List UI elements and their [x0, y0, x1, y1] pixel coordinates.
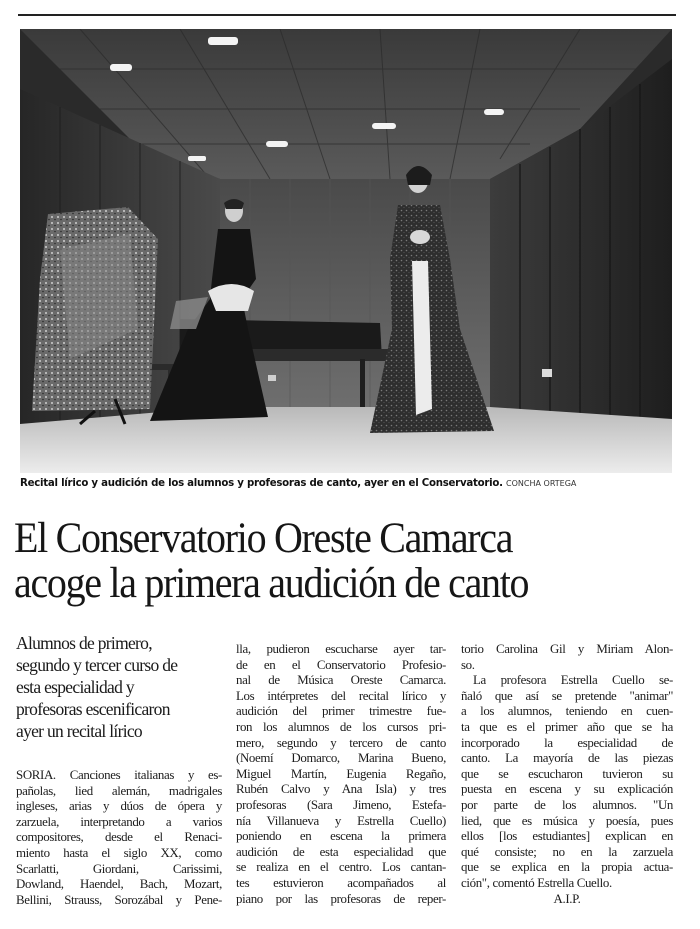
body-line: piano por las profesoras de reper- [236, 891, 446, 906]
body-line: ellos [los estudiantes] explican en [461, 829, 673, 844]
body-line: que se explica en la propia actua- [461, 860, 673, 875]
body-line: tes estuvieron acompañados al [236, 875, 446, 890]
headline-line-1: El Conservatorio Oreste Camarca [14, 515, 513, 562]
body-line: miento hasta el siglo XX, como [16, 845, 222, 860]
body-line: de en el Conservatorio Profesio- [236, 657, 446, 672]
news-photo [20, 29, 672, 473]
body-line: Bellini, Strauss, Sorozábal y Pene- [16, 892, 222, 907]
body-line: nal de Música Oreste Camarca. [236, 673, 446, 688]
body-line: audición de esta especialidad que [236, 844, 446, 859]
body-line: lla, pudieron escucharse ayer tar- [236, 642, 446, 656]
body-line: audición del primer trimestre fue- [236, 704, 446, 719]
top-rule [18, 14, 676, 16]
body-line: qué consiste; no en la zarzuela [461, 844, 673, 859]
deck-line: ayer un recital lírico [16, 721, 142, 741]
body-line: por parte de los alumnos. "Un [461, 797, 673, 812]
body-line: canto. La mayoría de las piezas [461, 751, 673, 766]
body-line: profesoras (Sara Jimeno, Estefa- [236, 797, 446, 812]
body-line: ñaló que así se pretende "animar" [461, 688, 673, 703]
body-line: poniendo en escena la primera [236, 829, 446, 844]
deck-line: profesoras escenificaron [16, 699, 170, 719]
body-line: compositores, desde el Renaci- [16, 830, 222, 845]
deck-line: segundo y tercer curso de [16, 655, 178, 675]
body-line: so. [461, 657, 475, 672]
body-line: ta que es el primer año que se ha [461, 719, 673, 734]
body-line: Dowland, Haendel, Bach, Mozart, [16, 877, 222, 892]
body-line: Scarlatti, Giordani, Carissimi, [16, 861, 222, 876]
body-line: ción", comentó Estrella Cuello. [461, 875, 612, 890]
photo-credit: CONCHA ORTEGA [506, 479, 577, 488]
body-line: ron los alumnos de los cursos pri- [236, 719, 446, 734]
subheadline [16, 632, 222, 742]
body-line: a los alumnos, teniendo en cuen- [461, 704, 673, 719]
body-line: que se escucharon tuvieron su [461, 766, 673, 781]
body-column-2 [236, 642, 446, 907]
deck-line: esta especialidad y [16, 677, 134, 697]
body-column-3 [461, 642, 673, 907]
body-line: torio Carolina Gil y Miriam Alon- [461, 642, 673, 656]
author-signature: A.I.P. [553, 891, 581, 906]
body-line: La profesora Estrella Cuello se- [473, 673, 673, 688]
body-line: zarzuela, interpretando a varios [16, 814, 222, 829]
body-line: puesta en escena y su explicación [461, 782, 673, 797]
headline-line-2: acoge la primera audición de canto [14, 560, 529, 607]
body-line: SORIA. Canciones italianas y es- [16, 768, 222, 782]
photo-caption [20, 478, 680, 489]
caption-text: Recital lírico y audición de los alumnos y profesoras de canto, ayer en el Conservatorio. [20, 478, 503, 489]
headline [14, 516, 639, 606]
body-line: se realiza en el centro. Los cantan- [236, 860, 446, 875]
body-line: lied, que es música y poesía, pues [461, 813, 673, 828]
body-line: Rubén Calvo y Ana Isla) y tres [236, 782, 446, 797]
body-line: (Noemí Domarco, Marina Bueno, [236, 751, 446, 766]
body-line: ingleses, arias y dúos de ópera y [16, 799, 222, 814]
body-line: nía Villanueva y Estrella Cuello) [236, 813, 446, 828]
body-line: Los intérpretes del recital lírico y [236, 688, 446, 703]
body-line: mero, segundo y tercero de canto [236, 735, 446, 750]
body-line: incorporado la especialidad de [461, 735, 673, 750]
body-line: pañolas, lied alemán, madrigales [16, 783, 222, 798]
body-column-1 [16, 768, 222, 908]
deck-line: Alumnos de primero, [16, 633, 152, 653]
body-line: Miguel Martín, Eugenia Regaño, [236, 766, 446, 781]
